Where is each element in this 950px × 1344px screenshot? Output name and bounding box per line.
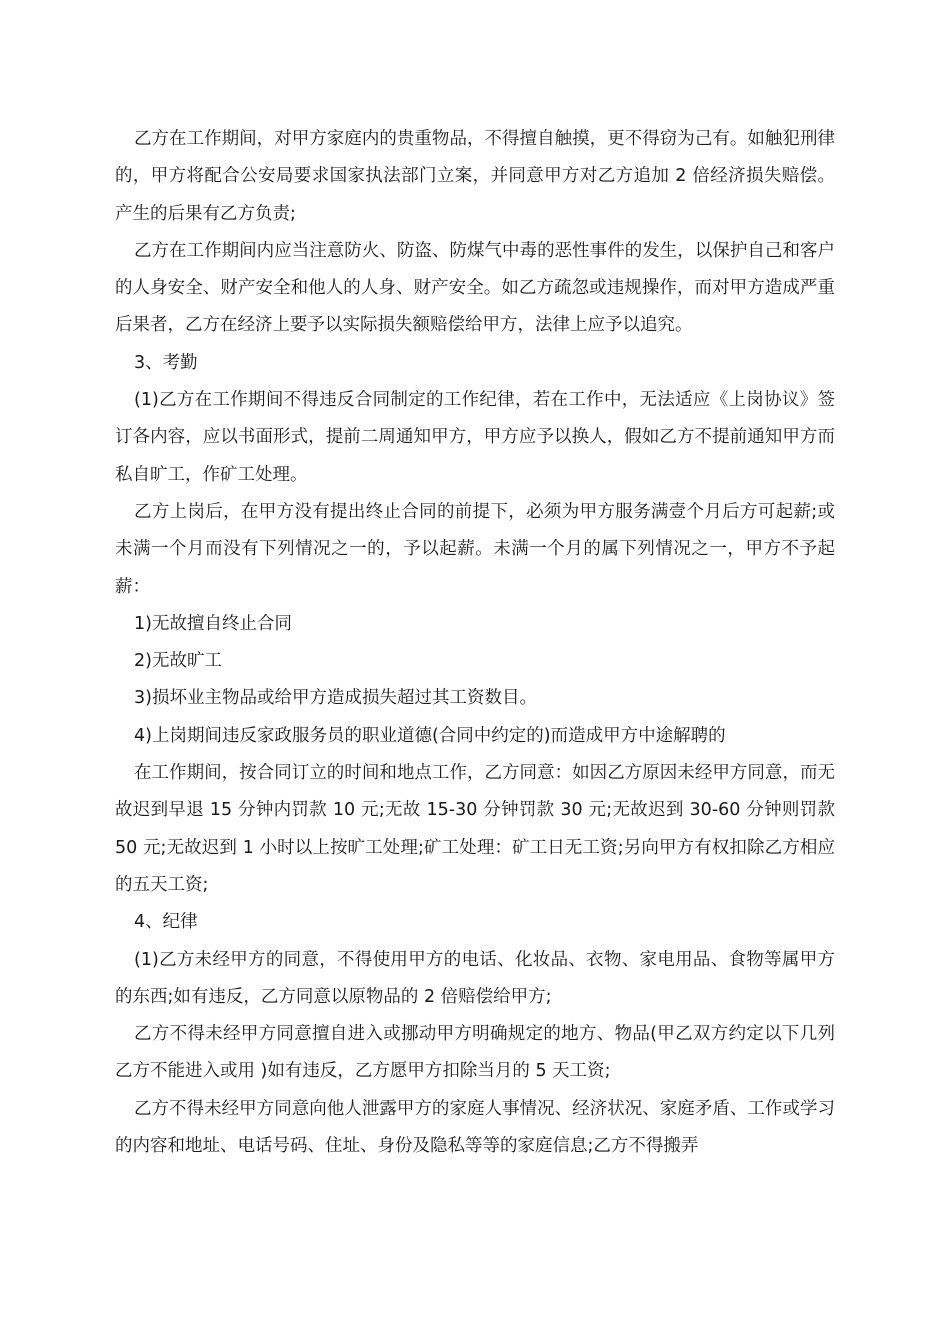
list-item-2: 2)无故旷工: [134, 651, 222, 672]
paragraph-privacy: 乙方不得未经甲方同意向他人泄露甲方的家庭人事情况、经济状况、家庭矛盾、工作或学习的内容和地址、电话号码、住址、身份及隐私等等的家庭信息;乙方不得搬弄: [115, 1098, 835, 1157]
paragraph-attendance-rule-1: (1)乙方在工作期间不得违反合同制定的工作纪律，若在工作中，无法适应《上岗协议》签订各内容，应以书面形式，提前二周通知甲方，甲方应予以换人，假如乙方不提前通知甲方而私自旷工，作矿工处理。: [115, 390, 835, 485]
paragraph-lateness-penalty: 在工作期间，按合同订立的时间和地点工作，乙方同意：如因乙方原因未经甲方同意，而无故迟到早退 15 分钟内罚款 10 元;无故 15-30 分钟罚款 30 元;无故迟到 30-60 分钟则罚款 50 元;无故迟到 1 小时以上按旷工处理;矿工处理：矿工日无工资;另向甲方有权扣除乙方相应的五天工资;: [115, 763, 835, 895]
paragraph-salary-start: 乙方上岗后，在甲方没有提出终止合同的前提下，必须为甲方服务满壹个月后方可起薪;或未满一个月而没有下列情况之一的，予以起薪。未满一个月的属下列情况之一，甲方不予起薪：: [115, 501, 835, 597]
list-item-1: 1)无故擅自终止合同: [134, 613, 292, 634]
list-item-3: 3)损坏业主物品或给甲方造成损失超过其工资数目。: [134, 688, 537, 709]
paragraph-discipline-rule-1: (1)乙方未经甲方的同意，不得使用甲方的电话、化妆品、衣物、家电用品、食物等属甲方的东西;如有违反，乙方同意以原物品的 2 倍赔偿给甲方;: [115, 949, 835, 1007]
section-heading-discipline: 4、纪律: [134, 912, 198, 933]
list-item-4: 4)上岗期间违反家政服务员的职业道德(合同中约定的)而造成甲方中途解聘的: [134, 725, 726, 746]
paragraph-valuables: 乙方在工作期间，对甲方家庭内的贵重物品，不得擅自触摸，更不得窃为己有。如触犯刑律的，甲方将配合公安局要求国家执法部门立案，并同意甲方对乙方追加 2 倍经济损失赔偿。产生的后果有乙方负责;: [115, 129, 835, 224]
paragraph-safety: 乙方在工作期间内应当注意防火、防盗、防煤气中毒的恶性事件的发生，以保护自己和客户的人身安全、财产安全和他人的人身、财产安全。如乙方疏忽或违规操作，而对甲方造成严重后果者，乙方在经济上要予以实际损失额赔偿给甲方，法律上应予以追究。: [115, 240, 835, 336]
document-body: [115, 121, 835, 1165]
paragraph-restricted-areas: 乙方不得未经甲方同意擅自进入或挪动甲方明确规定的地方、物品(甲乙双方约定以下几列乙方不能进入或用 )如有违反，乙方愿甲方扣除当月的 5 天工资;: [115, 1024, 835, 1082]
section-heading-attendance: 3、考勤: [134, 352, 198, 373]
